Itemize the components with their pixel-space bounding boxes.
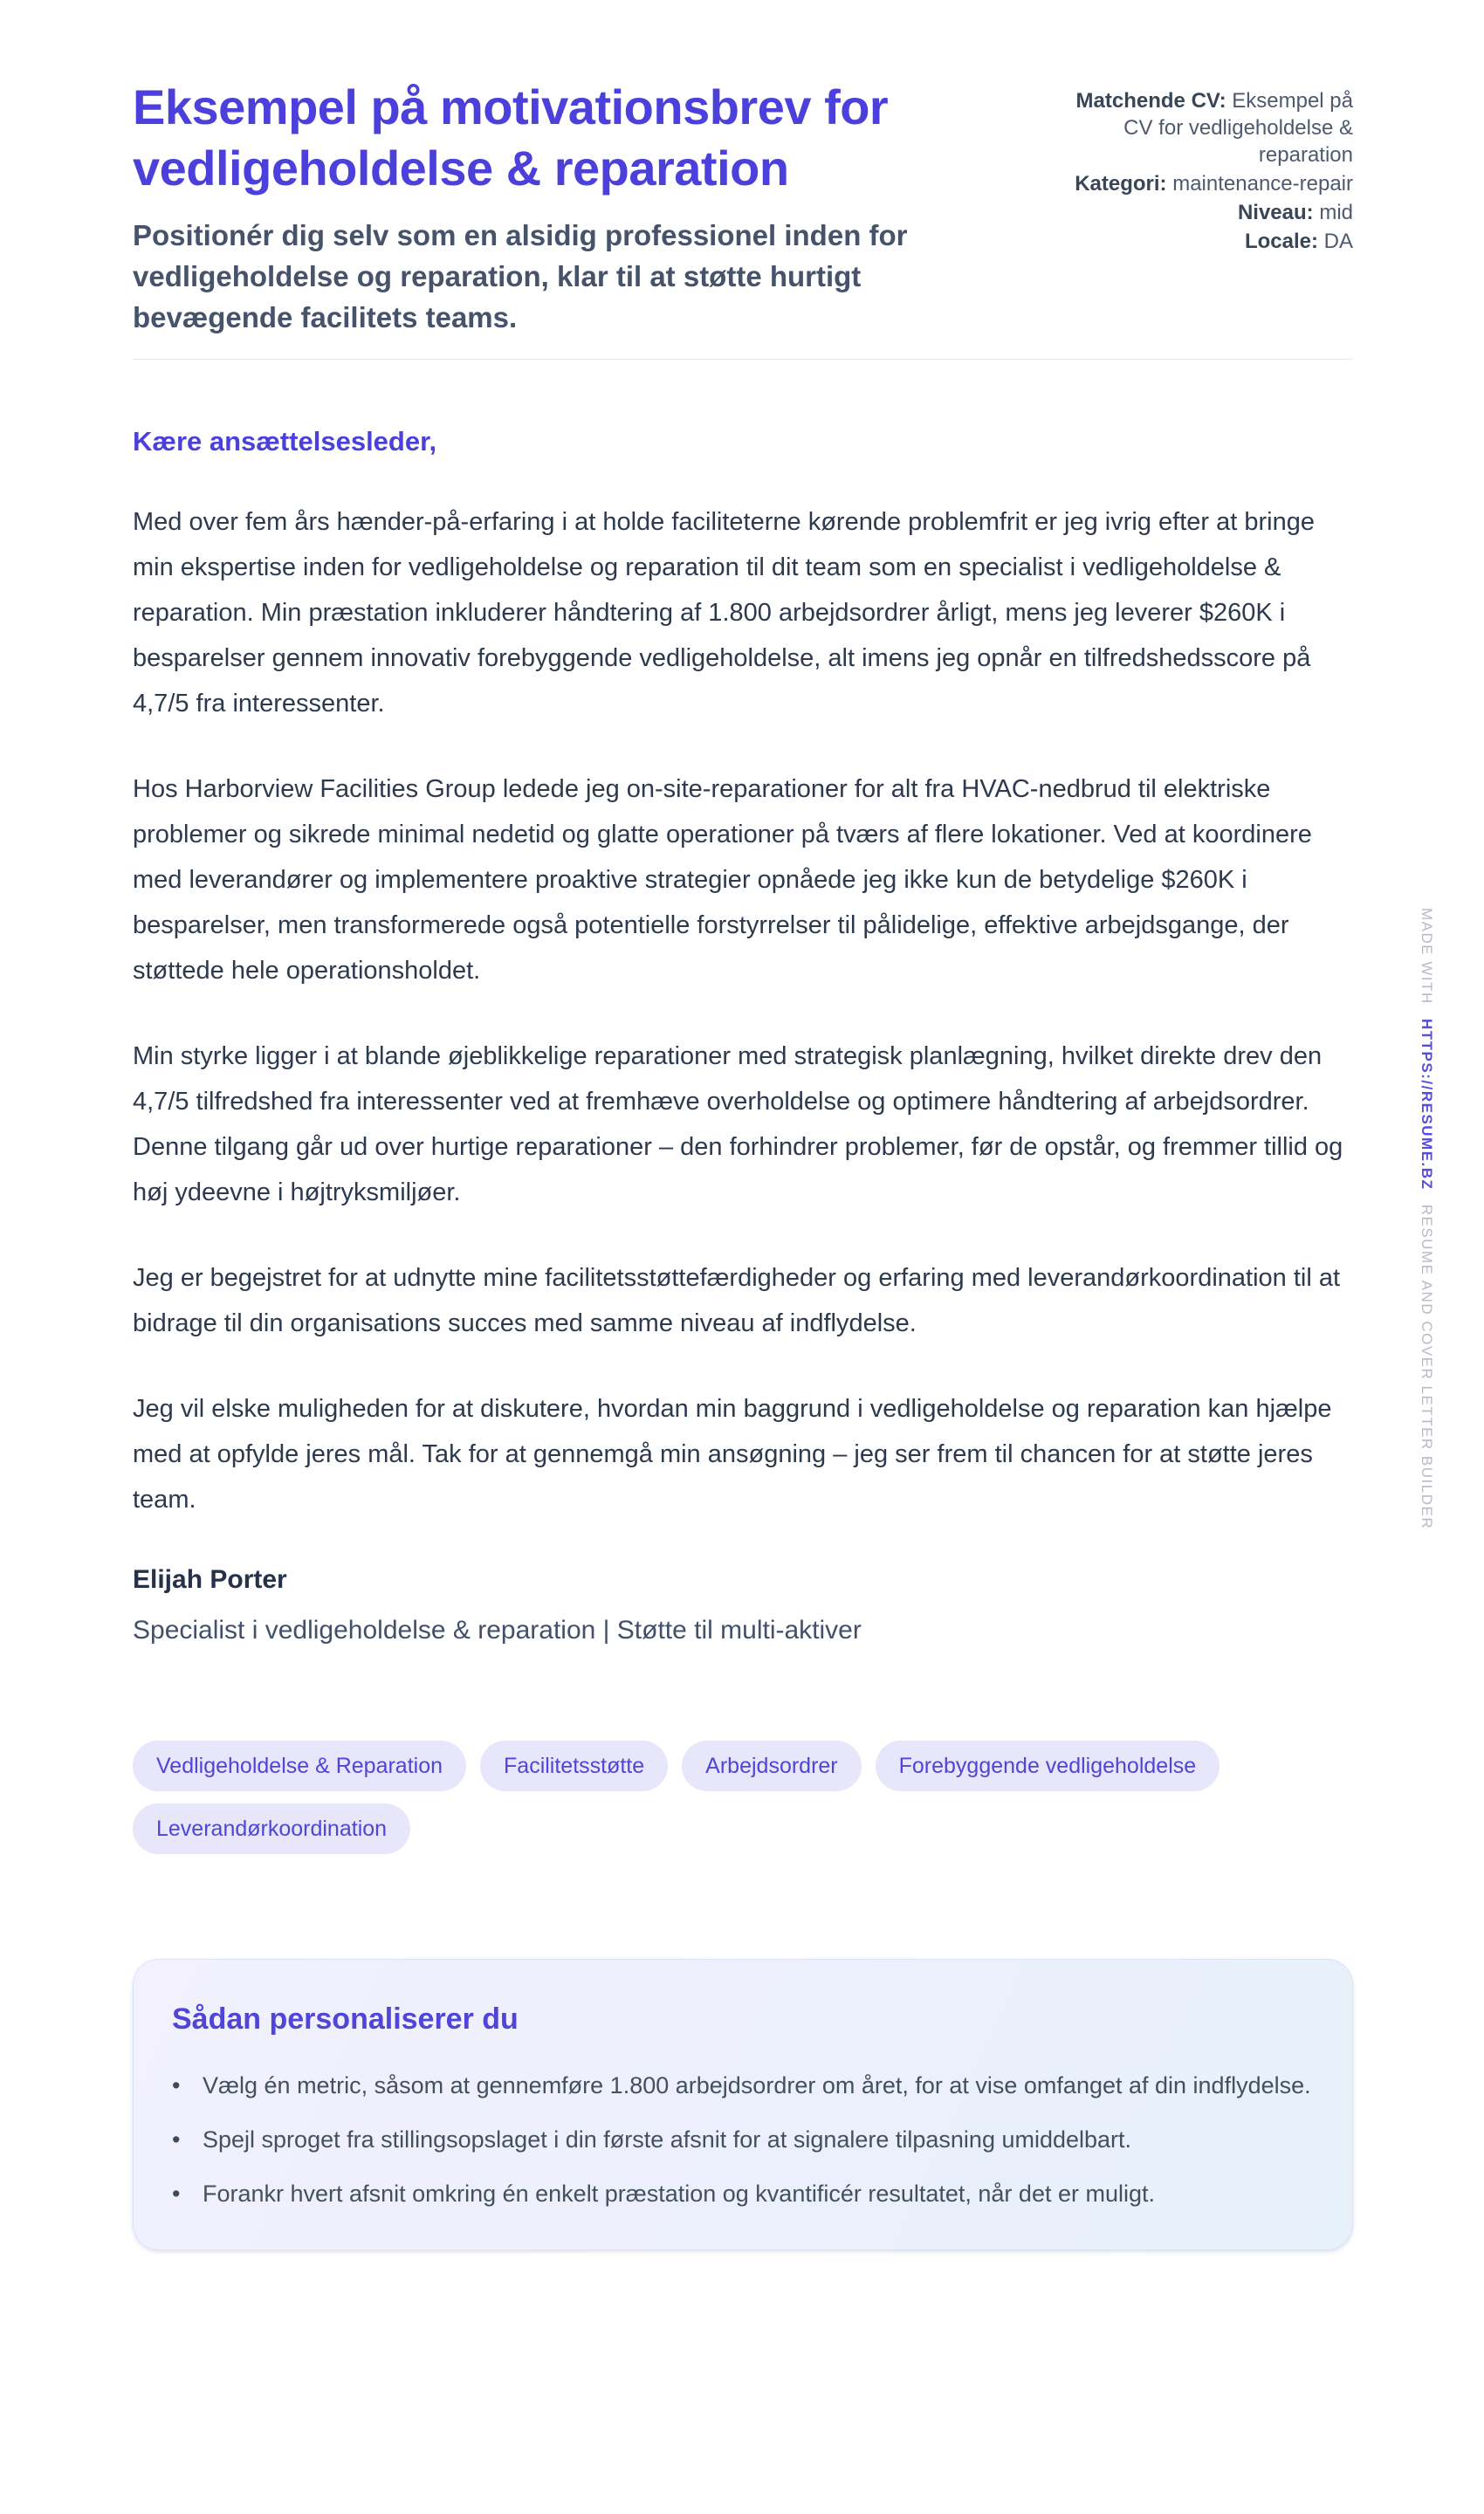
signature-role: Specialist i vedligeholdelse & reparation | Støtte til multi-aktiver bbox=[133, 1616, 862, 1645]
page-subtitle: Positionér dig selv som en alsidig professionel inden for vedligeholdelse og reparation, klar til at støtte hurtigt bevægende facilitets teams. bbox=[133, 219, 908, 333]
letter-paragraph: Min styrke ligger i at blande øjeblikkelige reparationer med strategisk planlægning, hvilket direkte drev den 4,7/5 tilfredshed fra interessenter ved at fremhæve overholdelse og optimere håndtering af arbejdsordrer. Denne tilgang går ud over hurtige reparationer – den forhindrer problemer, før de opstår, og fremmer tillid og høj ydeevne i højtryksmiljøer. bbox=[133, 1042, 1343, 1206]
title-block bbox=[133, 77, 993, 338]
tip-text: Spejl sproget fra stillingsopslaget i din første afsnit for at signalere tilpasning umiddelbart. bbox=[203, 2126, 1132, 2153]
letter-paragraph: Jeg vil elske muligheden for at diskutere, hvordan min baggrund i vedligeholdelse og reparation kan hjælpe med at opfylde jeres mål. Tak for at gennemgå min ansøgning – jeg ser frem til chancen for at støtte jeres team. bbox=[133, 1395, 1332, 1514]
skill-tag: Forebyggende vedligeholdelse bbox=[876, 1741, 1220, 1791]
page-header bbox=[133, 0, 1353, 338]
letter-greeting: Kære ansættelsesleder, bbox=[133, 426, 437, 457]
personalization-tips-panel bbox=[133, 1959, 1353, 2250]
skill-tag: Vedligeholdelse & Reparation bbox=[133, 1741, 466, 1791]
tip-text: Vælg én metric, såsom at gennemføre 1.800 arbejdsordrer om året, for at vise omfanget af din indflydelse. bbox=[203, 2072, 1311, 2098]
meta-label: Kategori: bbox=[1075, 172, 1167, 196]
meta-category bbox=[1072, 170, 1353, 197]
meta-level bbox=[1072, 199, 1353, 226]
letter-body bbox=[133, 422, 1353, 1650]
tip-item bbox=[172, 2171, 1317, 2216]
signature-name: Elijah Porter bbox=[133, 1565, 287, 1594]
skill-tag: Facilitetsstøtte bbox=[480, 1741, 668, 1791]
meta-matching-cv bbox=[1072, 87, 1353, 168]
letter-paragraph: Med over fem års hænder-på-erfaring i at holde faciliteterne kørende problemfrit er jeg ivrig efter at bringe min ekspertise inden for vedligeholdelse og reparation til dit team som en specialist i vedligeholdelse & reparation. Min præstation inkluderer håndtering af 1.800 arbejdsordrer årligt, mens jeg leverer $260K i besparelser gennem innovativ forebyggende vedligeholdelse, alt imens jeg opnår en tilfredshedsscore på 4,7/5 fra interessenter. bbox=[133, 508, 1315, 718]
made-with-watermark bbox=[1418, 908, 1435, 1529]
bullet-icon: • bbox=[172, 2072, 181, 2098]
meta-value: DA bbox=[1323, 230, 1353, 253]
meta-value: Eksempel på CV for vedligeholdelse & reparation bbox=[1123, 89, 1353, 167]
tip-item bbox=[172, 2117, 1317, 2162]
watermark-made-with-text: MADE WITH bbox=[1419, 908, 1435, 1005]
skill-tag: Arbejdsordrer bbox=[682, 1741, 861, 1791]
page-title: Eksempel på motivationsbrev for vedligeholdelse & reparation bbox=[133, 79, 889, 196]
meta-label: Niveau: bbox=[1237, 201, 1314, 224]
meta-label: Locale: bbox=[1244, 230, 1318, 253]
letter-paragraph: Jeg er begejstret for at udnytte mine facilitetsstøttefærdigheder og erfaring med leverandørkoordination til at bidrage til din organisations succes med samme niveau af indflydelse. bbox=[133, 1264, 1341, 1337]
tip-item bbox=[172, 2063, 1317, 2108]
letter-paragraph: Hos Harborview Facilities Group ledede jeg on-site-reparationer for alt fra HVAC-nedbrud til elektriske problemer og sikrede minimal nedetid og glatte operationer på tværs af flere lokationer. Ved at koordinere med leverandører og implementere proaktive strategier opnåede jeg ikke kun de betydelige $260K i besparelser, men transformerede også potentielle forstyrrelser til pålidelige, effektive arbejdsgange, der støttede hele operationsholdet. bbox=[133, 775, 1312, 985]
skill-tags bbox=[133, 1741, 1302, 1854]
meta-block bbox=[1072, 77, 1353, 257]
signature-block bbox=[133, 1563, 1353, 1650]
watermark-resume-bz-link[interactable]: HTTPS://RESUME.BZ bbox=[1419, 1019, 1435, 1191]
tips-heading: Sådan personaliserer du bbox=[172, 2002, 519, 2036]
tips-list bbox=[172, 2063, 1317, 2216]
watermark-builder-text: RESUME AND COVER LETTER BUILDER bbox=[1419, 1204, 1435, 1530]
meta-label: Matchende CV: bbox=[1075, 89, 1226, 113]
meta-value: maintenance-repair bbox=[1172, 172, 1353, 196]
header-divider bbox=[133, 359, 1353, 360]
bullet-icon: • bbox=[172, 2126, 181, 2153]
bullet-icon: • bbox=[172, 2181, 181, 2207]
skill-tag: Leverandørkoordination bbox=[133, 1803, 410, 1854]
meta-locale bbox=[1072, 228, 1353, 255]
tip-text: Forankr hvert afsnit omkring én enkelt præstation og kvantificér resultatet, når det er muligt. bbox=[203, 2181, 1155, 2207]
meta-value: mid bbox=[1319, 201, 1353, 224]
page-content bbox=[133, 0, 1353, 2250]
